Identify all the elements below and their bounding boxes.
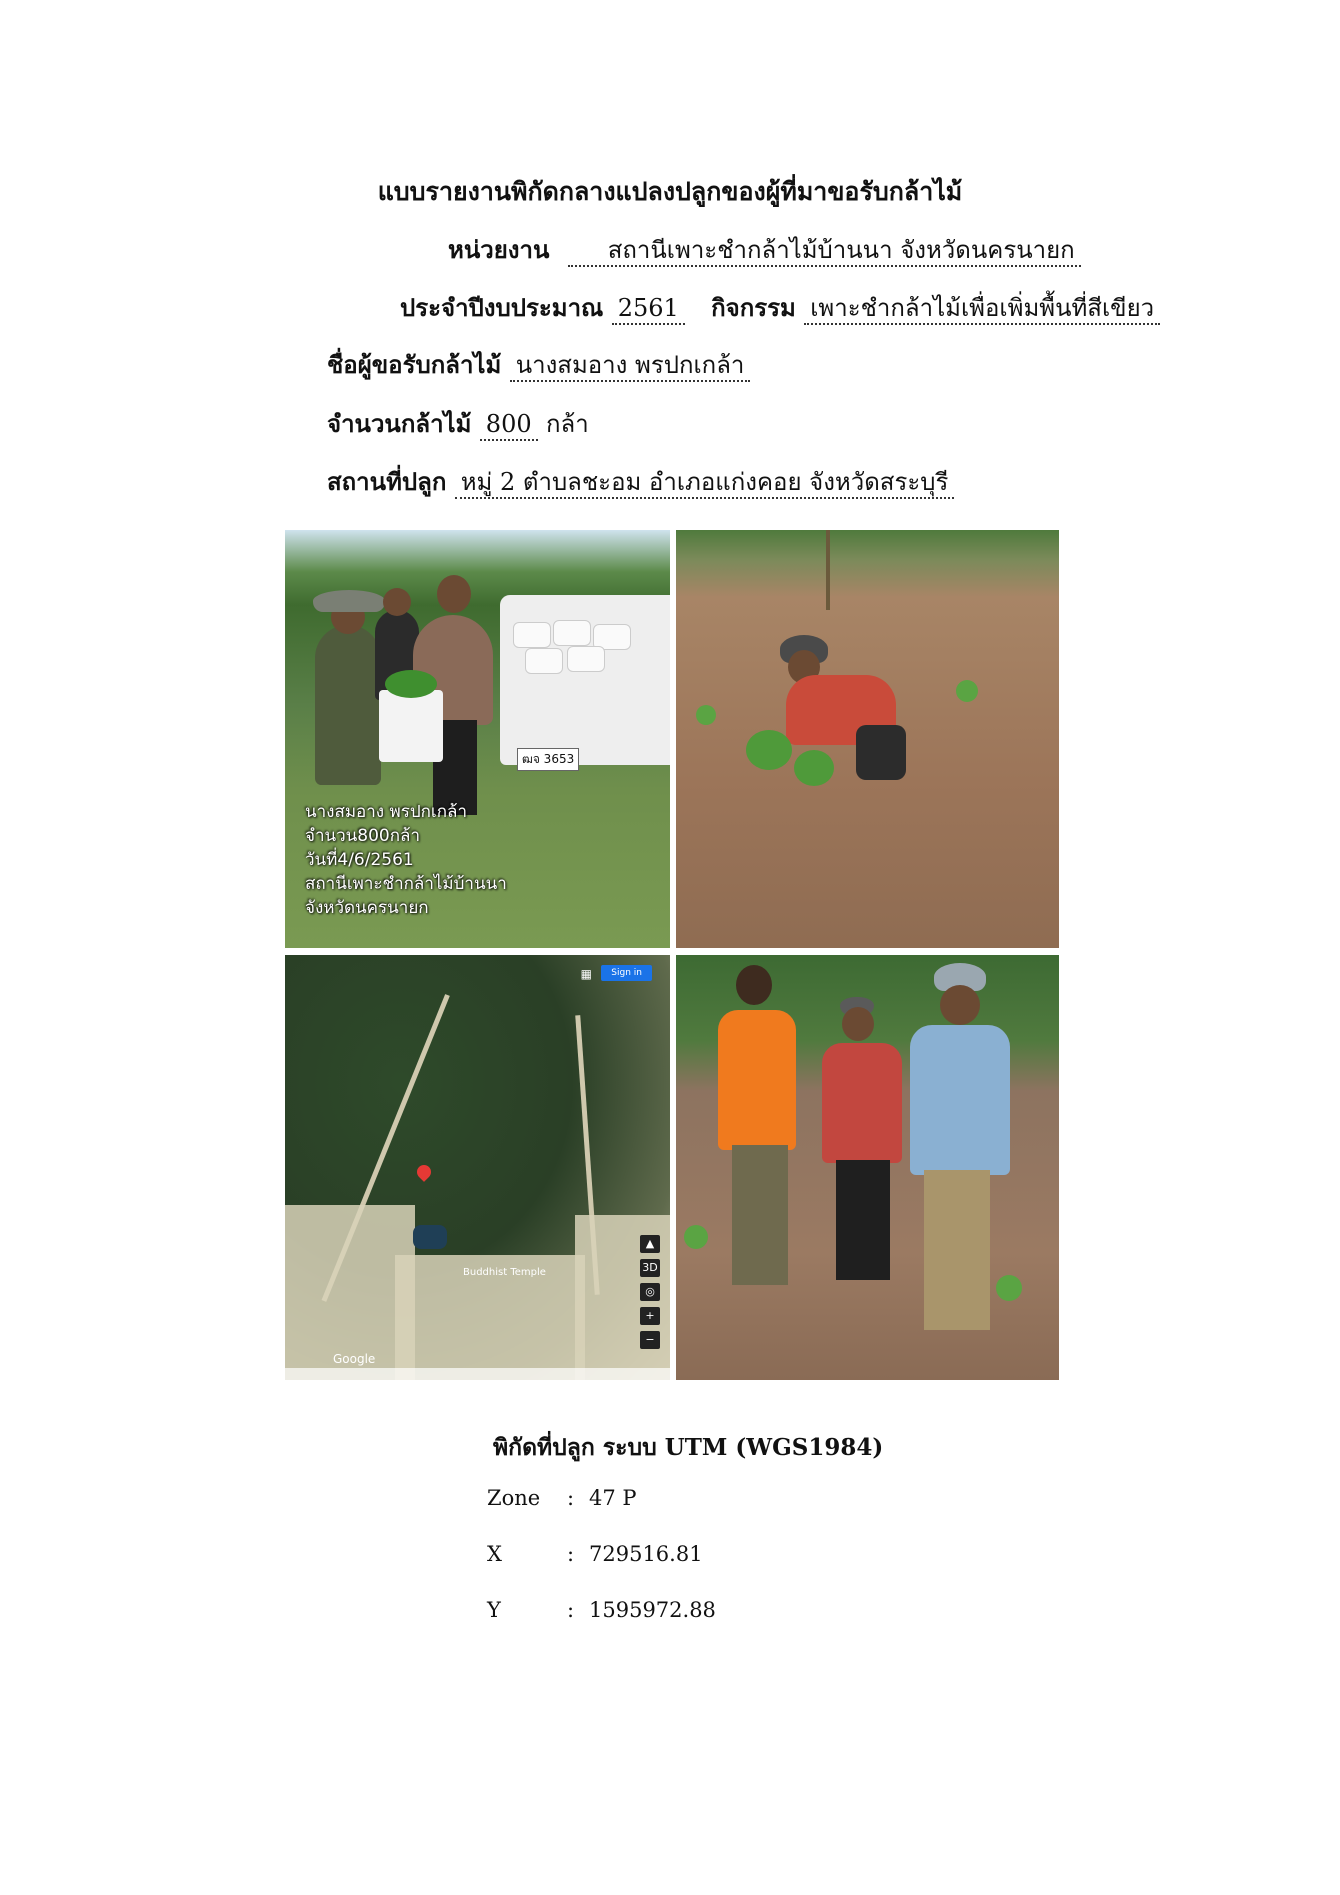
x-label: X: [487, 1542, 502, 1566]
apps-grid-icon[interactable]: ▦: [580, 967, 592, 981]
my-location-icon[interactable]: ◎: [640, 1283, 660, 1301]
zoom-in-button[interactable]: +: [640, 1307, 660, 1325]
y-label: Y: [487, 1598, 501, 1622]
activity-label: กิจกรรม: [711, 293, 796, 322]
zoom-out-button[interactable]: −: [640, 1331, 660, 1349]
zone-row: Zone : 47 P: [487, 1486, 637, 1510]
amount-value: 800: [480, 410, 538, 441]
map-controls: [640, 1235, 660, 1349]
place-value: หมู่ 2 ตำบลชะอม อำเภอแก่งคอย จังหวัดสระบุรี: [455, 468, 955, 499]
amount-label: จำนวนกล้าไม้: [327, 409, 472, 438]
zone-label: Zone: [487, 1486, 541, 1510]
photo-planting: [676, 530, 1059, 948]
zone-value: 47 P: [589, 1486, 637, 1510]
x-row: X : 729516.81: [487, 1542, 703, 1566]
compass-icon[interactable]: ▲: [640, 1235, 660, 1253]
y-value: 1595972.88: [589, 1598, 716, 1622]
satellite-map[interactable]: [285, 955, 670, 1380]
location-pin-icon[interactable]: [414, 1162, 434, 1182]
x-value: 729516.81: [589, 1542, 703, 1566]
photo-caption: นางสมอาง พรปกเกล้า จำนวน800กล้า วันที่4/6/2561 สถานีเพาะชำกล้าไม้บ้านนา จังหวัดนครนายก: [305, 802, 507, 918]
google-logo: Google: [333, 1352, 376, 1366]
agency-value: สถานีเพาะชำกล้าไม้บ้านนา จังหวัดนครนายก: [568, 236, 1081, 267]
place-line: [327, 462, 954, 501]
photo-seedling-handover: [285, 530, 670, 948]
amount-line: [327, 404, 589, 443]
activity-value: เพาะชำกล้าไม้เพื่อเพิ่มพื้นที่สีเขียว: [804, 294, 1160, 325]
agency-label: หน่วยงาน: [448, 235, 550, 264]
place-label: สถานที่ปลูก: [327, 467, 447, 496]
license-plate: ฒจ 3653: [517, 748, 579, 771]
map-temple-label: Buddhist Temple: [463, 1267, 546, 1278]
recipient-label: ชื่อผู้ขอรับกล้าไม้: [327, 350, 502, 379]
amount-unit: กล้า: [545, 410, 589, 438]
budget-line: [400, 288, 1160, 327]
recipient-value: นางสมอาง พรปกเกล้า: [510, 351, 751, 382]
agency-line: [448, 230, 1081, 269]
photo-field-visit: [676, 955, 1059, 1380]
recipient-line: [327, 345, 750, 384]
view-3d-button[interactable]: 3D: [640, 1259, 660, 1277]
budget-label: ประจำปีงบประมาณ: [400, 293, 604, 322]
y-row: Y : 1595972.88: [487, 1598, 716, 1622]
budget-year: 2561: [612, 294, 685, 325]
utm-title: พิกัดที่ปลูก ระบบ UTM (WGS1984): [493, 1434, 884, 1461]
map-footer: [285, 1368, 670, 1380]
map-sign-in-button[interactable]: Sign in: [601, 965, 652, 981]
document-title: แบบรายงานพิกัดกลางแปลงปลูกของผู้ที่มาขอรับกล้าไม้: [377, 177, 963, 206]
